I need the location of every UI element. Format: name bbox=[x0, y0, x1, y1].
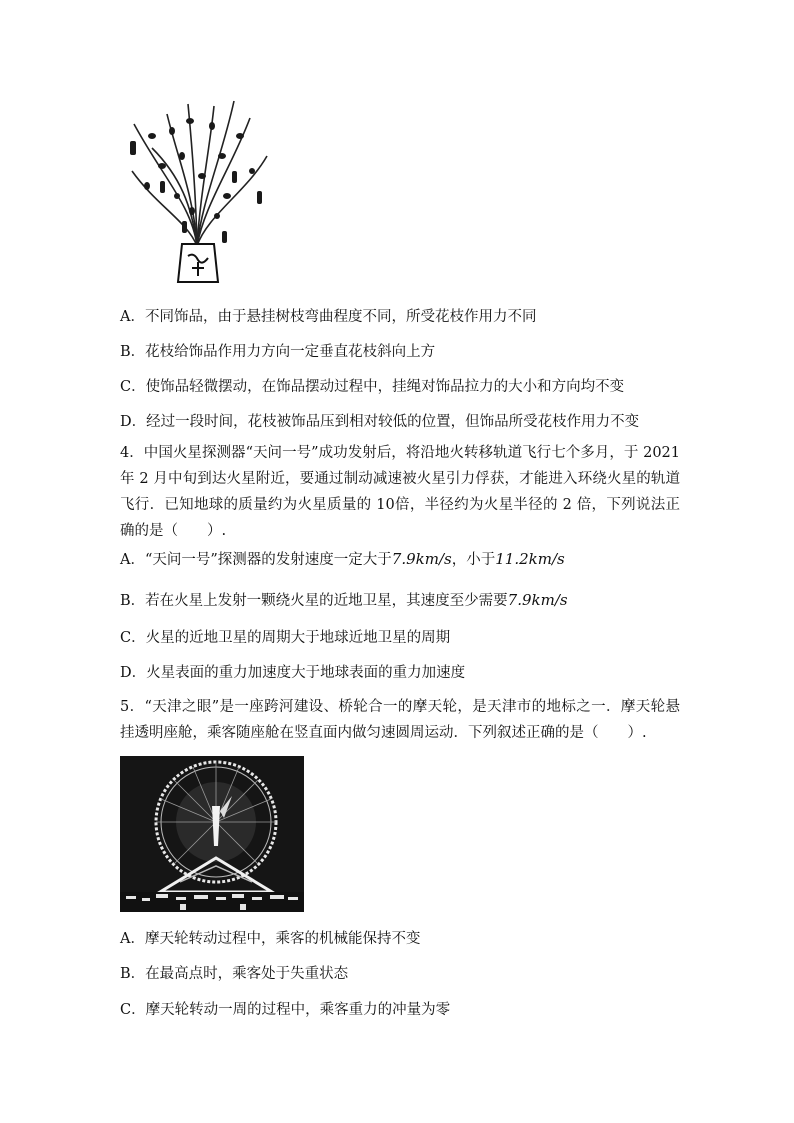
q3-option-d: D．经过一段时间，花枝被饰品压到相对较低的位置，但饰品所受花枝作用力不变 bbox=[120, 414, 640, 430]
q5-option-c: C．摩天轮转动一周的过程中，乘客重力的冲量为零 bbox=[120, 1002, 451, 1018]
q5-option-b: B．在最高点时，乘客处于失重状态 bbox=[120, 966, 349, 982]
q4-option-b bbox=[120, 591, 568, 610]
q4-option-a-unit1: km/s bbox=[415, 550, 452, 568]
q4-option-a-value2: 11.2 bbox=[495, 550, 529, 568]
q3-option-b: B．花枝给饰品作用力方向一定垂直花枝斜向上方 bbox=[120, 344, 436, 360]
q4-option-b-value: 7.9 bbox=[507, 591, 532, 609]
ferris-wheel-figure bbox=[120, 756, 304, 912]
q4-option-d: D．火星表面的重力加速度大于地球表面的重力加速度 bbox=[120, 665, 466, 681]
q3-option-c: C．使饰品轻微摆动，在饰品摆动过程中，挂绳对饰品拉力的大小和方向均不变 bbox=[120, 379, 625, 395]
q4-stem: 4．中国火星探测器“天问一号”成功发射后，将沿地火转移轨道飞行七个多月，于 2021 年 2 月中旬到达火星附近，要通过制动减速被火星引力俘获，才能进入环绕火星的轨道飞行．已知地球的质量约为火星质量的 10倍，半径约为火星半径的 2 倍，下列说法正确的是（ ）. bbox=[120, 445, 680, 539]
q4-option-a-mid: ，小于 bbox=[451, 552, 496, 568]
q4-option-b-unit: km/s bbox=[531, 591, 568, 609]
q4-option-b-prefix: B．若在火星上发射一颗绕火星的近地卫星，其速度至少需要 bbox=[120, 593, 508, 609]
q4-option-a-value1: 7.9 bbox=[391, 550, 416, 568]
q4-option-c: C．火星的近地卫星的周期大于地球近地卫星的周期 bbox=[120, 630, 451, 646]
q5-stem: 5．“天津之眼”是一座跨河建设、桥轮合一的摩天轮，是天津市的地标之一．摩天轮悬挂透明座舱，乘客随座舱在竖直面内做匀速圆周运动．下列叙述正确的是（ ）. bbox=[120, 699, 680, 741]
q5-option-a: A．摩天轮转动过程中，乘客的机械能保持不变 bbox=[120, 931, 421, 947]
flower-vase-figure bbox=[122, 96, 272, 286]
q3-option-a: A．不同饰品，由于悬挂树枝弯曲程度不同，所受花枝作用力不同 bbox=[120, 309, 537, 325]
q4-option-a-prefix: A．“天问一号”探测器的发射速度一定大于 bbox=[120, 552, 392, 568]
q4-option-a bbox=[120, 550, 565, 569]
q4-option-a-unit2: km/s bbox=[528, 550, 565, 568]
